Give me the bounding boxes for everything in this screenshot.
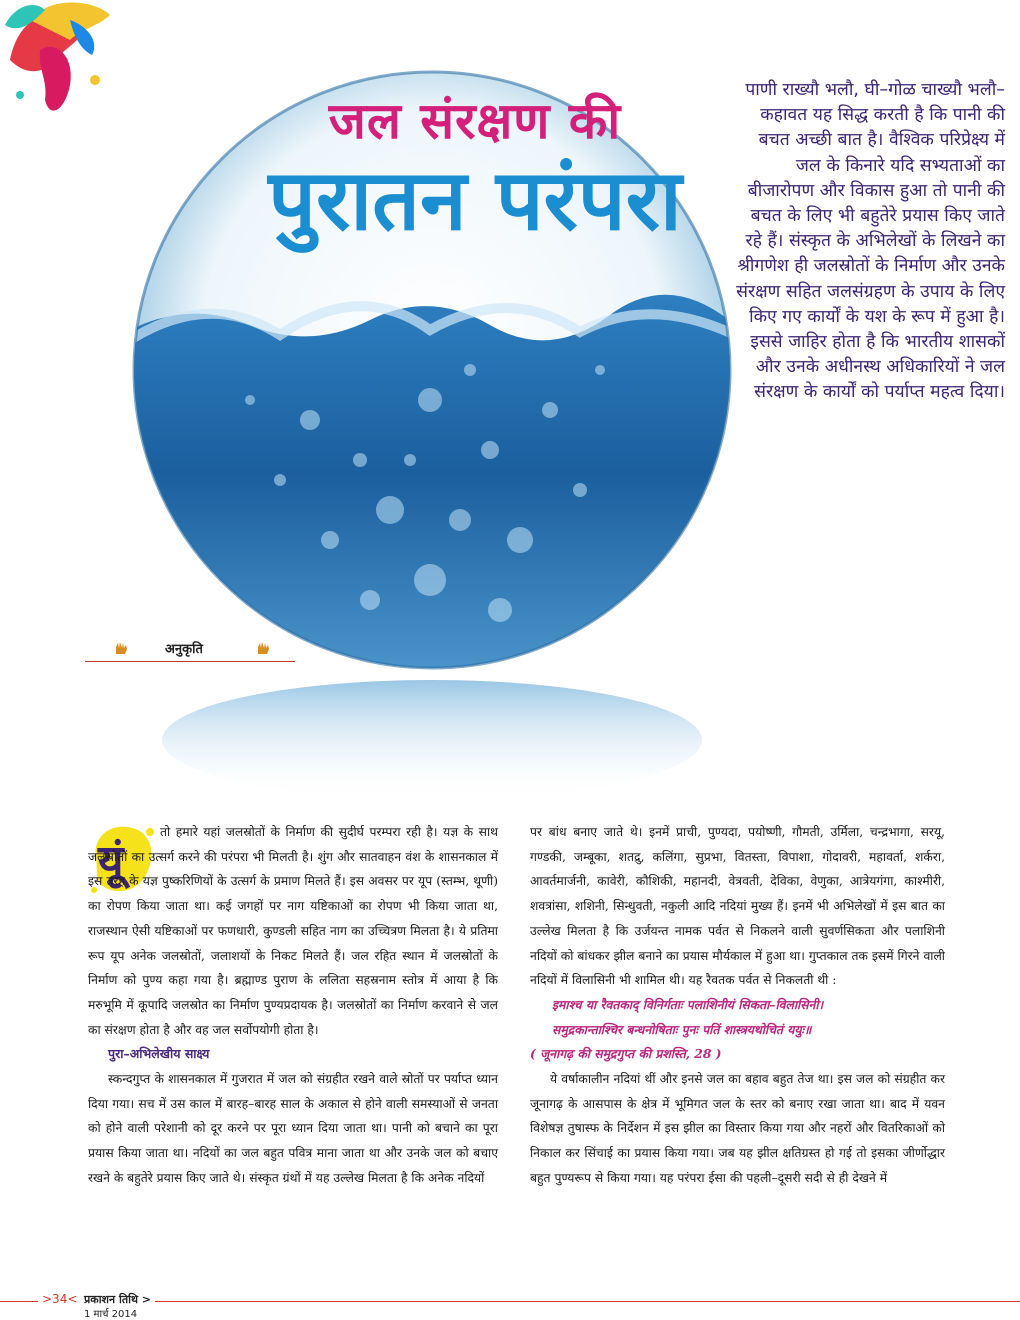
article-paragraph: स्कन्दगुप्त के शासनकाल में गुजरात में जल को संग्रहीत रखने वाले स्रोतों पर पर्याप्त ध्यान दिया गया। सच में उस काल में बारह–बारह साल के अकाल से होने वाली समस्याओं से जनता को होने वाली परेशानी को दूर करने पर पूरा ध्यान दिया जाता था। पानी को बचाने का पूरा प्रयास किया जाता था। नदियों का जल बहुत पवित्र माना जाता था और उनके जल को बचाए रखने के बहुतेरे प्रयास किए जाते थे। संस्कृत ग्रंथों में यह उल्लेख मिलता है कि अनेक नदियों	[88, 1072, 498, 1185]
title-line-2: पुरातन परंपरा	[268, 151, 682, 249]
section-label: अनुकृति	[165, 642, 203, 657]
article-title	[255, 90, 695, 248]
publication-date: 1 मार्च 2014	[84, 1309, 138, 1320]
page-number: >34<	[38, 1292, 81, 1306]
hand-print-icon	[255, 640, 273, 656]
article-paragraph: ये वर्षाकालीन नदियां थीं और इनसे जल का बहाव बहुत तेज था। इस जल को संग्रहीत कर जूनागढ़ के आसपास के क्षेत्र में भूमिगत जल के स्तर को बनाए रखा जाता था। बाद में यवन विशेषज्ञ तुषास्फ के निर्देशन में इस झील का विस्तार किया गया और नहरों और वितरिकाओं को निकाल कर सिंचाई का प्रयास किया गया। जब यह झील क्षतिग्रस्त हो गई तो इसका जीर्णोद्धार बहुत पुण्यरूप से किया गया। यह परंपरा ईसा की पहली–दूसरी सदी से ही देखने में	[530, 1072, 945, 1185]
intro-paragraph: पाणी राख्यौ भलौ, घी–गोळ चाख्यौ भलौ– कहावत यह सिद्ध करती है कि पानी की बचत अच्छी बात है। वैश्विक परिप्रेक्ष्य में जल के किनारे यदि सभ्यताओं का बीजारोपण और विकास हुआ तो पानी की बचत के लिए भी बहुतेरे प्रयास किए जाते रहे हैं। संस्कृत के अभिलेखों के लिखने का श्रीगणेश ही जलस्रोतों के निर्माण और उनके संरक्षण सहित जलसंग्रहण के उपाय के लिए किए गए कार्यों के यश के रूप में हुआ है। इससे जाहिर होता है कि भारतीय शासकों और उनके अधीनस्थ अधिकारियों ने जल संरक्षण के कार्यों को पर्याप्त महत्व दिया।	[736, 80, 1005, 403]
verse-reference: ( जूनागढ़ की समुद्रगुप्त की प्रशस्ति, 28 )	[530, 1046, 722, 1062]
section-rule	[85, 661, 295, 662]
publication-label: प्रकाशन तिथि >	[80, 1292, 155, 1307]
page-footer	[0, 1292, 1020, 1320]
article-paragraph: तो हमारे यहां जलस्रोतों के निर्माण की सुदीर्घ परम्परा रही है। यज्ञ के साथ जलस्रोतों का उत्सर्ग करने की परंपरा भी मिलती है। शुंग और सातवाहन वंश के शासनकाल में इस तरह के यज्ञ पुष्करिणियों के उत्सर्ग के प्रमाण मिलते हैं। इस अवसर पर यूप (स्तम्भ, थूणी) का रोपण किया जाता था। कई जगहों पर नाग यष्टिकाओं का रोपण भी किया जाता था, राजस्थान ऐसी यष्टिकाओं पर फणधारी, कुण्डली सहित नाग का उच्चित्रण मिलता है। ये प्रतिमा रूप यूप अनेक जलस्रोतों, जलाशयों के निकट मिलते हैं। जल रहित स्थान में जलस्रोतों के निर्माण को पुण्य कहा गया है। ब्रह्माण्ड पुराण के ललिता सहस्रनाम स्तोत्र में आया है कि मरुभूमि में कूपादि जलस्रोत का निर्माण पुण्यप्रदायक है। जलस्रोतों का निर्माण करवाने से जल का संरक्षण होता है और वह जल सर्वोपयोगी होता है।	[88, 825, 498, 1037]
article-column-left	[88, 820, 498, 1191]
section-tag	[85, 636, 295, 662]
sanskrit-verse: इमाश्च या रैवतकाद् विनिर्गताः पलाशिनीयं सिकता–विलासिनी।	[552, 996, 824, 1012]
sanskrit-verse: समुद्रकान्ताश्चिर बन्धनोषिताः पुनः पतिं शास्त्रयथोचितं ययुः॥	[552, 1021, 812, 1037]
title-line-1: जल संरक्षण की	[328, 92, 622, 150]
article-subheading: पुरा–अभिलेखीय साक्ष्य	[108, 1046, 210, 1062]
hand-print-icon	[113, 640, 131, 656]
drop-cap-text: यूं	[98, 836, 124, 887]
article-column-right	[530, 820, 945, 1191]
paint-splash-decoration	[0, 0, 120, 130]
article-paragraph: पर बांध बनाए जाते थे। इनमें प्राची, पुण्यदा, पयोष्णी, गौमती, उर्मिला, चन्द्रभागा, सरयू, गण्डकी, जम्बूका, शतद्रु, कलिंगा, सुप्रभा, वितस्ता, विपाशा, गोदावरी, महावर्ता, शर्करा, आवर्तमार्जनी, कावेरी, कौशिकी, महानदी, वेत्रवती, देविका, वेणुका, आत्रेयगंगा, काश्मीरी, शवत्रांसा, शशिनी, सिन्धुवती, नकुली आदि नदियां मुख्य हैं। इनमें भी अभिलेखों में इस बात का उल्लेख मिलता है कि उर्जयन्त नामक पर्वत से निकलने वाली सुवर्णसिकता और पलाशिनी नदियों को बांधकर झील बनाने का प्रयास मौर्यकाल में हुआ था। गुप्तकाल तक इसमें गिरने वाली नदियों में विलासिनी भी शामिल थी। यह रैवतक पर्वत से निकलती थी :	[530, 825, 945, 988]
